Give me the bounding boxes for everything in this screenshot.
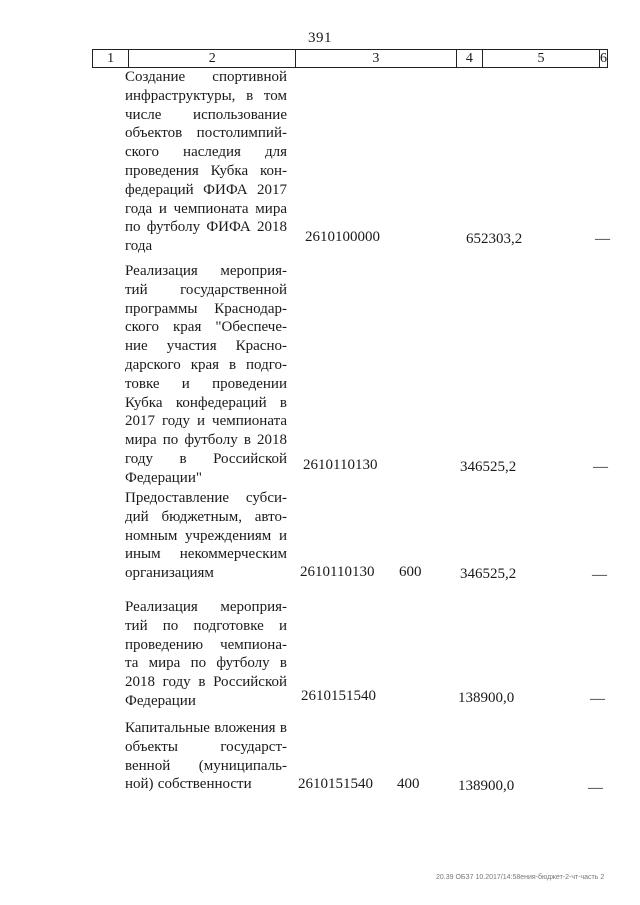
- row-5-type: 400: [397, 776, 420, 792]
- row-5-code: 2610151540: [298, 776, 373, 792]
- table-header: [92, 49, 608, 68]
- row-5-description: Капитальные вложения в объекты государст-венной (муниципаль-ной) собственности: [125, 720, 287, 793]
- column-header-4: 4: [457, 50, 483, 67]
- row-3-code: 2610110130: [300, 564, 375, 580]
- row-5-amount: 138900,0: [458, 778, 515, 794]
- row-1-code: 2610100000: [305, 229, 380, 245]
- row-4-col6: —: [590, 691, 605, 707]
- column-header-6: 6: [600, 51, 608, 66]
- row-2-amount: 346525,2: [460, 459, 517, 475]
- footer-print-stamp: 20.39 ОБЗ7 10.2017/14:58ения-бюджет-2-чт-часть 2: [436, 874, 605, 881]
- row-4-amount: 138900,0: [458, 690, 515, 706]
- row-3-amount: 346525,2: [460, 566, 517, 582]
- row-1-description: Создание спортивной инфраструктуры, в том числе использование объектов постолимпий-ского наследия для проведения Кубка кон-федераций ФИФА 2017 года и чемпионата мира по футболу ФИФА 2018 года: [125, 69, 287, 255]
- row-2-description: Реализация мероприя-тий государственной программы Краснодар-ского края "Обеспече-ние участия Красно-дарского края в подго-товке и проведении Кубка конфедераций в 2017 году и чемпионата мира по футболу в 2018 году в Российской Федерации": [125, 263, 287, 486]
- row-3-col6: —: [592, 567, 607, 583]
- column-header-3: 3: [296, 50, 456, 67]
- row-3-description: Предоставление субси-дий бюджетным, авто-номным учреждениям и иным некоммерческим организациям: [125, 490, 287, 582]
- row-2-col6: —: [593, 459, 608, 475]
- page-number: 391: [308, 30, 332, 46]
- row-2-code: 2610110130: [303, 457, 378, 473]
- row-3-type: 600: [399, 564, 422, 580]
- row-1-col6: —: [595, 231, 610, 247]
- row-5-col6: —: [588, 780, 603, 796]
- column-header-5: 5: [483, 50, 600, 67]
- row-4-description: Реализация мероприя-тий по подготовке и проведению чемпиона-та мира по футболу в 2018 году в Российской Федерации: [125, 599, 287, 709]
- column-header-2: 2: [129, 50, 296, 67]
- column-header-1: 1: [93, 50, 129, 67]
- row-4-code: 2610151540: [301, 688, 376, 704]
- row-1-amount: 652303,2: [466, 231, 523, 247]
